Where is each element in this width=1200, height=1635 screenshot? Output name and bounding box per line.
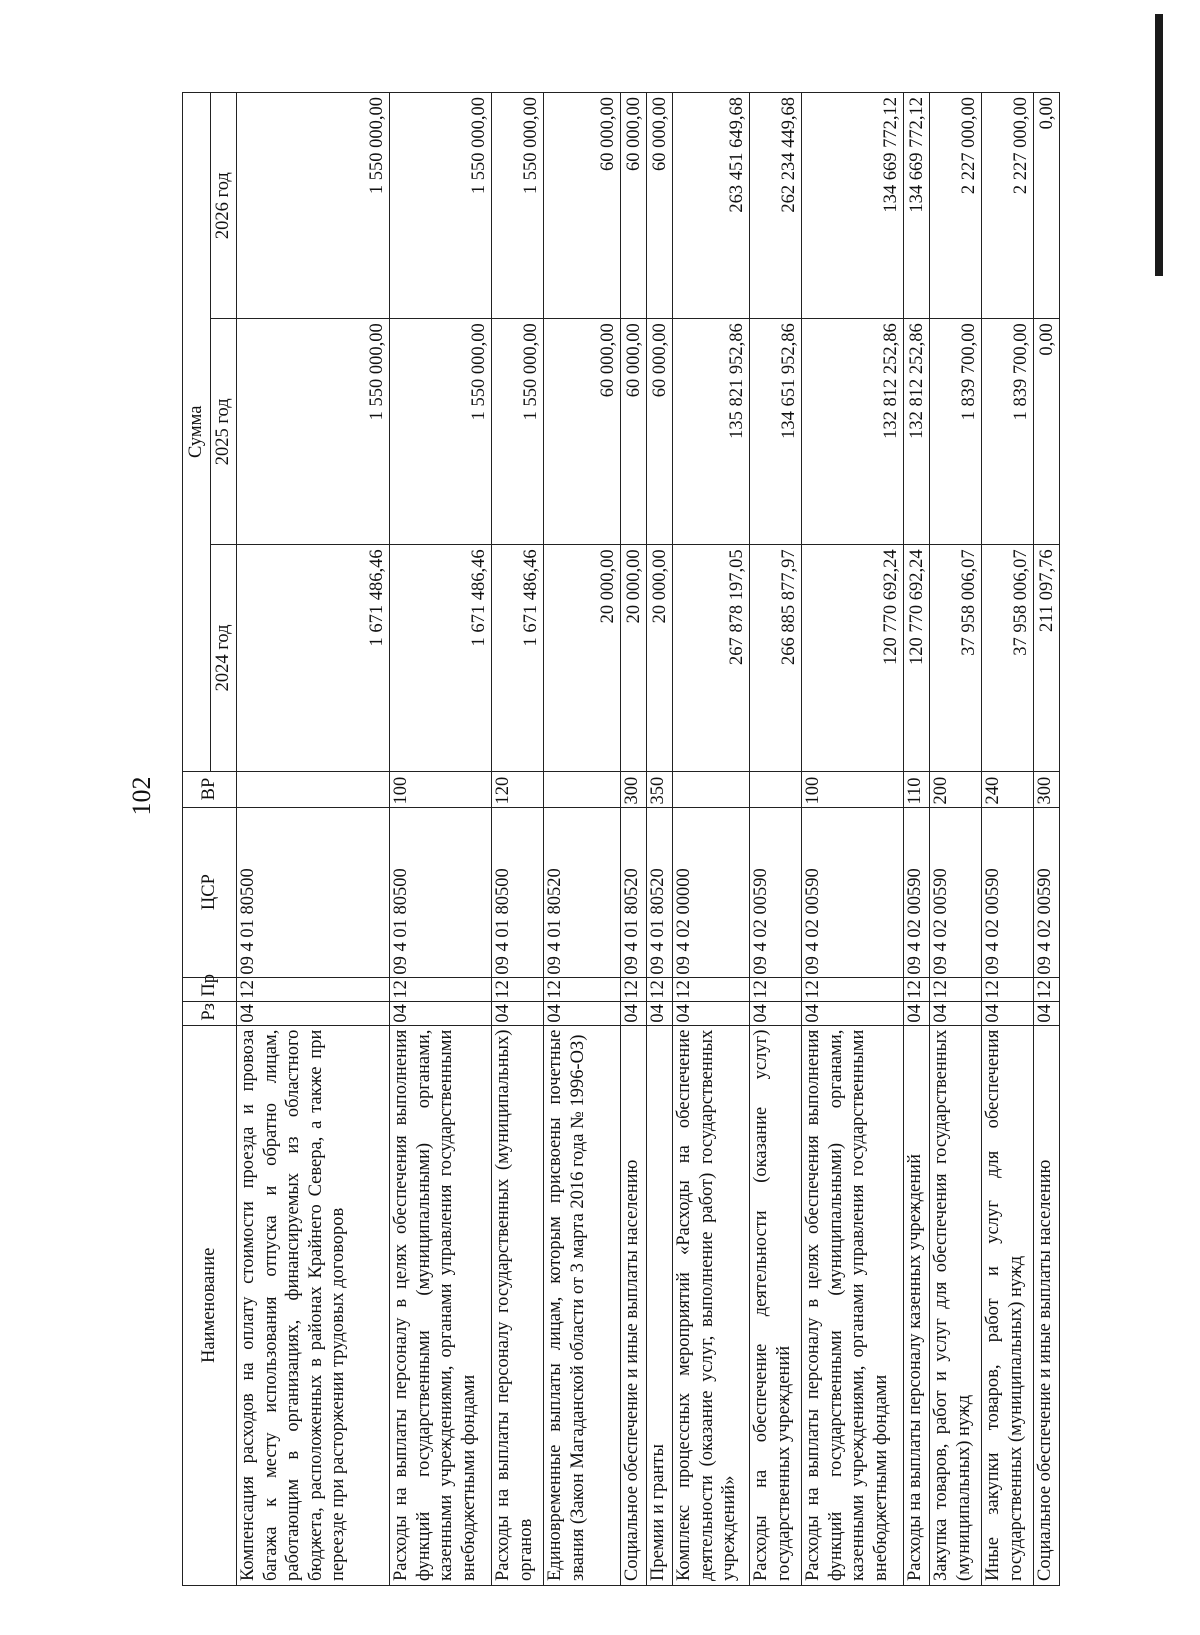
- row-rz-cell: 04: [647, 1001, 673, 1025]
- row-name-cell: Расходы на выплаты персоналу в целях обеспечения выполнения функций государственными (муниципальными) органами, казенными учреждениями, органами управления государственными внебюджетными фондами: [802, 1025, 904, 1585]
- header-year-2026: 2026 год: [211, 93, 237, 319]
- table-row: [802, 93, 904, 1586]
- row-vr-cell: 200: [930, 771, 982, 807]
- row-csr-cell: 09 4 02 00000: [673, 807, 750, 977]
- row-amount-2024-cell: 120 770 692,24: [904, 545, 930, 771]
- row-amount-2024-cell: 211 097,76: [1034, 545, 1060, 771]
- row-rz-cell: 04: [802, 1001, 904, 1025]
- row-rz-cell: 04: [904, 1001, 930, 1025]
- row-pr-cell: 12: [390, 977, 492, 1001]
- header-vr: ВР: [183, 771, 237, 807]
- row-vr-cell: 110: [904, 771, 930, 807]
- row-name-cell: Социальное обеспечение и иные выплаты населению: [1034, 1025, 1060, 1585]
- row-amount-2026-cell: 2 227 000,00: [982, 93, 1034, 319]
- row-name-cell: Расходы на выплаты персоналу казенных учреждений: [904, 1025, 930, 1585]
- row-name-cell: Премии и гранты: [647, 1025, 673, 1585]
- row-pr-cell: 12: [237, 977, 390, 1001]
- row-amount-2025-cell: 134 651 952,86: [750, 319, 802, 545]
- page-number: 102: [127, 776, 156, 816]
- row-name-cell: Компенсация расходов на оплату стоимости проезда и провоза багажа к месту использования отпуска и обратно лицам, работающим в организациях, финансируемых из областного бюджета, расположенных в районах Крайнего Севера, а также при переезде при расторжении трудовых договоров: [237, 1025, 390, 1585]
- row-rz-cell: 04: [930, 1001, 982, 1025]
- row-amount-2026-cell: 2 227 000,00: [930, 93, 982, 319]
- header-year-2025: 2025 год: [211, 319, 237, 545]
- row-name-cell: Расходы на выплаты персоналу в целях обеспечения выполнения функций государственными (муниципальными) органами, казенными учреждениями, органами управления государственными внебюджетными фондами: [390, 1025, 492, 1585]
- table-row: [492, 93, 544, 1586]
- row-amount-2024-cell: 37 958 006,07: [982, 545, 1034, 771]
- row-csr-cell: 09 4 02 00590: [930, 807, 982, 977]
- row-csr-cell: 09 4 02 00590: [904, 807, 930, 977]
- row-csr-cell: 09 4 02 00590: [1034, 807, 1060, 977]
- row-amount-2024-cell: 1 671 486,46: [237, 545, 390, 771]
- table-row: [544, 93, 621, 1586]
- row-rz-cell: 04: [390, 1001, 492, 1025]
- row-amount-2025-cell: 60 000,00: [544, 319, 621, 545]
- row-amount-2025-cell: 1 550 000,00: [390, 319, 492, 545]
- row-rz-cell: 04: [750, 1001, 802, 1025]
- table-row: [1034, 93, 1060, 1586]
- row-name-cell: Расходы на обеспечение деятельности (оказание услуг) государственных учреждений: [750, 1025, 802, 1585]
- row-name-cell: Расходы на выплаты персоналу государственных (муниципальных) органов: [492, 1025, 544, 1585]
- row-csr-cell: 09 4 01 80500: [492, 807, 544, 977]
- row-csr-cell: 09 4 01 80500: [237, 807, 390, 977]
- table-row: [750, 93, 802, 1586]
- row-amount-2024-cell: 266 885 877,97: [750, 545, 802, 771]
- row-pr-cell: 12: [904, 977, 930, 1001]
- row-amount-2025-cell: 60 000,00: [621, 319, 647, 545]
- row-amount-2025-cell: 0,00: [1034, 319, 1060, 545]
- row-amount-2026-cell: 60 000,00: [647, 93, 673, 319]
- row-vr-cell: [544, 771, 621, 807]
- table-row: [930, 93, 982, 1586]
- row-amount-2024-cell: 20 000,00: [621, 545, 647, 771]
- scan-edge-mark: [1155, 14, 1163, 276]
- row-name-cell: Закупка товаров, работ и услуг для обеспечения государственных (муниципальных) нужд: [930, 1025, 982, 1585]
- row-csr-cell: 09 4 01 80520: [647, 807, 673, 977]
- row-name-cell: Социальное обеспечение и иные выплаты населению: [621, 1025, 647, 1585]
- row-amount-2025-cell: 1 550 000,00: [237, 319, 390, 545]
- row-rz-cell: 04: [982, 1001, 1034, 1025]
- row-amount-2026-cell: 134 669 772,12: [802, 93, 904, 319]
- row-amount-2026-cell: 262 234 449,68: [750, 93, 802, 319]
- table-row: [982, 93, 1034, 1586]
- row-vr-cell: 100: [802, 771, 904, 807]
- row-pr-cell: 12: [544, 977, 621, 1001]
- row-pr-cell: 12: [930, 977, 982, 1001]
- table-row: [904, 93, 930, 1586]
- row-name-cell: Комплекс процессных мероприятий «Расходы на обеспечение деятельности (оказание услуг, выполнение работ) государственных учреждений»: [673, 1025, 750, 1585]
- row-pr-cell: 12: [1034, 977, 1060, 1001]
- row-name-cell: Иные закупки товаров, работ и услуг для обеспечения государственных (муниципальных) нужд: [982, 1025, 1034, 1585]
- header-row: [183, 93, 211, 1586]
- row-amount-2024-cell: 120 770 692,24: [802, 545, 904, 771]
- row-amount-2025-cell: 1 839 700,00: [982, 319, 1034, 545]
- row-rz-cell: 04: [621, 1001, 647, 1025]
- row-amount-2026-cell: 1 550 000,00: [237, 93, 390, 319]
- row-vr-cell: [750, 771, 802, 807]
- budget-table: [182, 92, 1060, 1586]
- row-name-cell: Единовременные выплаты лицам, которым присвоены почетные звания (Закон Магаданской области от 3 марта 2016 года № 1996-ОЗ): [544, 1025, 621, 1585]
- row-csr-cell: 09 4 01 80520: [544, 807, 621, 977]
- header-pr: Пр: [183, 977, 237, 1001]
- row-amount-2024-cell: 267 878 197,05: [673, 545, 750, 771]
- row-csr-cell: 09 4 01 80500: [390, 807, 492, 977]
- header-year-2024: 2024 год: [211, 545, 237, 771]
- row-amount-2025-cell: 135 821 952,86: [673, 319, 750, 545]
- row-pr-cell: 12: [647, 977, 673, 1001]
- row-csr-cell: 09 4 02 00590: [750, 807, 802, 977]
- table-row: [673, 93, 750, 1586]
- row-vr-cell: 350: [647, 771, 673, 807]
- row-vr-cell: 300: [1034, 771, 1060, 807]
- row-rz-cell: 04: [544, 1001, 621, 1025]
- row-amount-2026-cell: 60 000,00: [621, 93, 647, 319]
- row-rz-cell: 04: [1034, 1001, 1060, 1025]
- row-rz-cell: 04: [492, 1001, 544, 1025]
- row-pr-cell: 12: [750, 977, 802, 1001]
- row-amount-2026-cell: 134 669 772,12: [904, 93, 930, 319]
- row-csr-cell: 09 4 02 00590: [802, 807, 904, 977]
- row-amount-2026-cell: 1 550 000,00: [492, 93, 544, 319]
- row-amount-2024-cell: 37 958 006,07: [930, 545, 982, 771]
- row-vr-cell: 240: [982, 771, 1034, 807]
- header-sum: Сумма: [183, 93, 211, 772]
- header-rz: Рз: [183, 1001, 237, 1025]
- table-row: [647, 93, 673, 1586]
- row-pr-cell: 12: [492, 977, 544, 1001]
- row-rz-cell: 04: [673, 1001, 750, 1025]
- row-csr-cell: 09 4 02 00590: [982, 807, 1034, 977]
- row-vr-cell: 300: [621, 771, 647, 807]
- header-name: Наименование: [183, 1025, 237, 1585]
- table-row: [237, 93, 390, 1586]
- row-amount-2025-cell: 1 839 700,00: [930, 319, 982, 545]
- row-pr-cell: 12: [982, 977, 1034, 1001]
- row-pr-cell: 12: [802, 977, 904, 1001]
- table-row: [390, 93, 492, 1586]
- row-amount-2026-cell: 60 000,00: [544, 93, 621, 319]
- header-csr: ЦСР: [183, 807, 237, 977]
- row-amount-2024-cell: 1 671 486,46: [492, 545, 544, 771]
- table-row: [621, 93, 647, 1586]
- row-pr-cell: 12: [621, 977, 647, 1001]
- row-vr-cell: 100: [390, 771, 492, 807]
- rotated-table-wrapper: [182, 92, 1058, 1586]
- row-amount-2026-cell: 263 451 649,68: [673, 93, 750, 319]
- row-amount-2026-cell: 0,00: [1034, 93, 1060, 319]
- row-amount-2025-cell: 132 812 252,86: [904, 319, 930, 545]
- row-vr-cell: [237, 771, 390, 807]
- row-rz-cell: 04: [237, 1001, 390, 1025]
- row-csr-cell: 09 4 01 80520: [621, 807, 647, 977]
- row-amount-2026-cell: 1 550 000,00: [390, 93, 492, 319]
- row-pr-cell: 12: [673, 977, 750, 1001]
- row-amount-2024-cell: 1 671 486,46: [390, 545, 492, 771]
- row-vr-cell: [673, 771, 750, 807]
- row-amount-2025-cell: 1 550 000,00: [492, 319, 544, 545]
- row-amount-2025-cell: 60 000,00: [647, 319, 673, 545]
- row-amount-2024-cell: 20 000,00: [544, 545, 621, 771]
- row-amount-2025-cell: 132 812 252,86: [802, 319, 904, 545]
- row-amount-2024-cell: 20 000,00: [647, 545, 673, 771]
- row-vr-cell: 120: [492, 771, 544, 807]
